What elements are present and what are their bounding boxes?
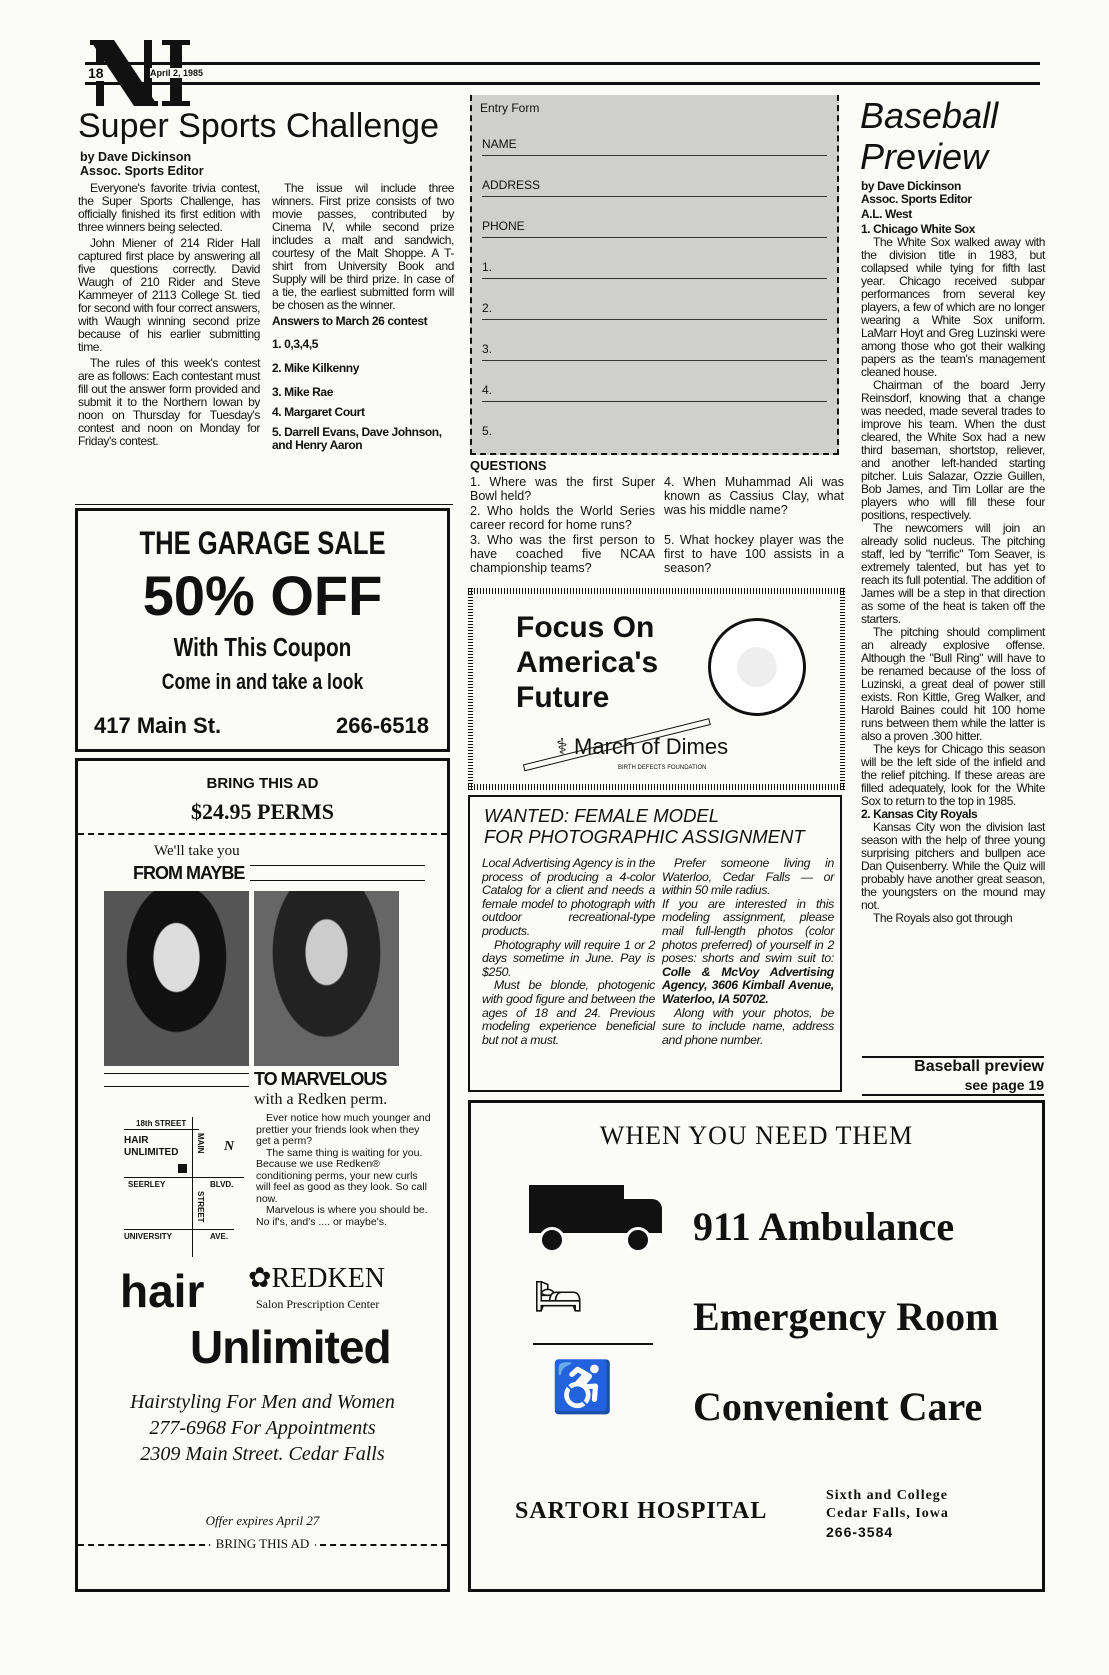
hospital-bed-icon: 🛏 — [533, 1273, 653, 1345]
map-label: AVE. — [210, 1232, 229, 1241]
paragraph: If you are interested in this modeling assignment, please mail full-length photos (color photos preferred) of yourself in 2 poses: shorts and swim suit to: — [662, 896, 834, 966]
paragraph: Chairman of the board Jerry Reinsdorf, knowing that a change was needed, made several trades to improve his team. When the dust cleared, the White Sox had a new third baseman, shortstop, reliever, and another left-handed starting pitcher. Luis Salazar, Ozzie Guillen, Bob James, and Tim Lollar are the players who will fill these four positions, respectively. — [861, 378, 1045, 522]
byline-role: Assoc. Sports Editor — [861, 192, 972, 206]
entry-form-title: Entry Form — [480, 101, 540, 115]
answer-4-field[interactable]: 4. — [482, 383, 827, 402]
redken-flower-icon: ✿ — [248, 1263, 272, 1294]
hair-ad-copy — [256, 1113, 432, 1228]
garage-sale-ad — [75, 508, 450, 752]
to-marvelous: TO MARVELOUS — [254, 1069, 387, 1089]
copy-paragraph: The same thing is waiting for you. Because we use Redken® conditioning perms, your new curls will feel as good as they look. So call now. — [256, 1146, 428, 1205]
garage-phone: 266-6518 — [336, 713, 429, 738]
challenge-column-1 — [78, 182, 260, 451]
jump-line[interactable] — [862, 1056, 1044, 1096]
bring-ad-top: BRING THIS AD — [206, 775, 319, 792]
dimes-symbol-icon: ⚕ — [556, 734, 568, 759]
hospital-phone: 266-3584 — [826, 1524, 894, 1540]
perm-price: $24.95 PERMS — [191, 799, 334, 824]
location-map — [124, 1117, 248, 1257]
question: 3. Who was the first person to have coached five NCAA championship teams? — [470, 533, 655, 575]
paragraph: Must be blonde, photogenic with good figure and between the ages of 18 and 24. Previous modeling experience beneficial but not a must. — [482, 978, 655, 1047]
map-label: BLVD. — [210, 1180, 234, 1189]
map-label: HAIR UNLIMITED — [124, 1135, 179, 1158]
title-line: Baseball — [860, 95, 999, 136]
hair-address: 2309 Main Street. Cedar Falls — [140, 1443, 385, 1465]
team-heading: 1. Chicago White Sox — [861, 222, 976, 236]
garage-discount: 50% OFF — [142, 564, 383, 627]
paragraph: Prefer someone living in Waterloo, Cedar Falls — or within 50 mile radius. — [662, 856, 834, 898]
paragraph: The newcomers will join an already solid nucleus. The pitching staff, led by "terrific" Tom Seaver, is extremely talented, but has yet to reach its full potential. The addition of James will be a step in that direction as some of the heat is taken off the starters. — [861, 521, 1045, 626]
jump-title: Baseball preview — [914, 1058, 1044, 1075]
address-line: Sixth and College — [826, 1488, 949, 1503]
question: 1. Where was the first Super Bowl held? — [470, 475, 655, 503]
map-label: STREET — [196, 1191, 205, 1223]
paragraph: The pitching should compliment an already explosive offense. Although the "Bull Ring" will have to be renamed because of the loss of Luzinski, a great deal of power still exists. Ron Kittle, Greg Walker, and Harold Baines could hit 100 home runs between them while the latter is also a proven .300 hitter. — [861, 625, 1045, 743]
model-ad-title — [484, 805, 805, 847]
hair-ad-contact — [78, 1389, 447, 1467]
challenge-byline — [80, 150, 204, 178]
page-number: 18 — [88, 65, 104, 81]
sartori-hospital-ad — [468, 1100, 1045, 1592]
shop-marker — [178, 1164, 187, 1173]
answer: 2. Mike Kilkenny — [272, 361, 359, 375]
service-ambulance: 911 Ambulance — [693, 1204, 955, 1249]
photo-after — [254, 891, 399, 1066]
map-label: 18th STREET — [136, 1119, 187, 1128]
header-rule-top — [85, 62, 1040, 65]
headline-line: Future — [516, 681, 610, 714]
byline: by Dave Dickinson — [861, 179, 961, 193]
question: 4. When Muhammad Ali was known as Cassius Clay, what was his middle name? — [664, 475, 844, 517]
map-label: SEERLEY — [128, 1180, 166, 1189]
headline-line: America's — [516, 646, 659, 679]
photo-before — [104, 891, 249, 1066]
address-line: Cedar Falls, Iowa — [826, 1506, 949, 1521]
map-label: MAIN — [196, 1133, 205, 1154]
challenge-title: Super Sports Challenge — [78, 107, 440, 145]
from-maybe: FROM MAYBE — [133, 863, 245, 883]
questions-heading: QUESTIONS — [470, 458, 547, 473]
question: 5. What hockey player was the first to have 100 assists in a season? — [664, 533, 844, 575]
answer: 5. Darrell Evans, Dave Johnson, and Henry Aaron — [272, 425, 442, 452]
answer: 1. 0,3,4,5 — [272, 337, 319, 351]
ambulance-icon — [529, 1185, 664, 1250]
redken-name: REDKEN — [271, 1263, 386, 1294]
baseball-title — [860, 95, 998, 177]
answer-2-field[interactable]: 2. — [482, 301, 827, 320]
unlimited-logo: Unlimited — [190, 1321, 391, 1373]
entry-form[interactable] — [470, 95, 839, 455]
decor-lines — [104, 1073, 249, 1087]
services: Hairstyling For Men and Women — [130, 1391, 395, 1413]
garage-address: 417 Main St. — [94, 713, 222, 738]
garage-coupon: With This Coupon — [173, 632, 352, 662]
paragraph: The Royals also got through — [873, 911, 1013, 925]
title-line: WANTED: FEMALE MODEL — [484, 805, 720, 826]
address-field[interactable]: ADDRESS — [482, 178, 827, 197]
map-label: UNIVERSITY — [124, 1232, 173, 1241]
questions-col-2 — [664, 475, 844, 576]
hospital-name: SARTORI HOSPITAL — [515, 1498, 768, 1524]
paragraph: Kansas City won the division last season with the help of three young surprising pitchers and bullpen ace Dan Quisenberry. While the Quiz will probably have another great season, the youngsters on the mound may not. — [861, 820, 1045, 912]
question: 2. Who holds the World Series career record for home runs? — [470, 504, 655, 532]
march-of-dimes-ad — [468, 588, 845, 790]
dimes-org: March of Dimes — [574, 734, 729, 759]
paragraph: Along with your photos, be sure to include name, address and phone number. — [662, 1005, 834, 1047]
redken-logo — [248, 1263, 385, 1295]
service-convenient-care: Convenient Care — [693, 1384, 983, 1429]
garage-cta: Come in and take a look — [161, 669, 364, 694]
challenge-column-2 — [272, 182, 454, 452]
byline: by Dave Dickinson — [80, 150, 192, 164]
title-line: FOR PHOTOGRAPHIC ASSIGNMENT — [484, 826, 805, 847]
north-arrow-icon: N — [224, 1139, 235, 1154]
redken-sub: Salon Prescription Center — [256, 1297, 380, 1311]
paragraph: The keys for Chicago this season will be the left side of the infield and the relief pitching. If these areas are filled adequately, look for the White Sox to return to the top in 1985. — [861, 742, 1045, 808]
answer: 4. Margaret Court — [272, 405, 365, 419]
phone-field[interactable]: PHONE — [482, 219, 827, 238]
answer-1-field[interactable]: 1. — [482, 260, 827, 279]
dimes-sub: BIRTH DEFECTS FOUNDATION — [618, 765, 707, 771]
byline-role: Assoc. Sports Editor — [80, 164, 204, 178]
paragraph: Local Advertising Agency is in the process of producing a 4-color Catalog for a client and needs a female model to photograph with outdoor recreational-type products. — [482, 856, 655, 938]
coupon-cut-line — [78, 833, 447, 835]
hair-logo: hair — [120, 1265, 205, 1317]
answer: 3. Mike Rae — [272, 385, 333, 399]
bring-ad-bottom: BRING THIS AD — [210, 1536, 316, 1552]
hair-unlimited-ad — [75, 758, 450, 1592]
service-emergency: Emergency Room — [693, 1294, 999, 1339]
paragraph: The issue wil include three winners. First prize consists of two movie passes, contributed by Cinema IV, while second prize includes a malt and sandwich, courtesy of the Malt Shoppe. A T-shirt from University Book and Supply will be third prize. In case of a tie, the earliest submitted form will be chosen as the winner. — [272, 181, 454, 312]
answer-3-field[interactable]: 3. — [482, 342, 827, 361]
take-you: We'll take you — [154, 843, 240, 859]
header-rule-bottom — [85, 82, 1040, 85]
paragraph: The rules of this week's contest are as follows: Each contestant must fill out the answer form provided and submit it to the Northern Iowan by noon on Thursday for Tuesday's contest and noon on Monday for Friday's contest. — [78, 356, 260, 448]
title-line: Preview — [860, 136, 989, 177]
model-ad-col-2 — [662, 857, 834, 1047]
garage-name: THE GARAGE SALE — [139, 525, 386, 561]
march-of-dimes-logo — [556, 734, 728, 760]
copy-paragraph: Ever notice how much younger and prettier your friends look when they get a perm? — [256, 1112, 431, 1147]
answer-5-field[interactable]: 5. — [482, 424, 493, 438]
name-field[interactable]: NAME — [482, 137, 827, 156]
appointment-phone: 277-6968 For Appointments — [149, 1417, 376, 1439]
team-heading: 2. Kansas City Royals — [861, 807, 978, 821]
redken-perm: with a Redken perm. — [254, 1091, 388, 1108]
jump-page: see page 19 — [964, 1077, 1044, 1093]
paragraph: The White Sox walked away with the division title in 1983, but collapsed while tying for fifth last year. Chicago received subpar performances from several key players, a few of which are no longer wearing a White Sox uniform. LaMarr Hoyt and Greg Luzinski were among those who got their walking papers as the team's management cleaned house. — [861, 235, 1045, 379]
agency-address: Colle & McVoy Advertising Agency, 3606 Kimball Avenue, Waterloo, IA 50702. — [662, 964, 834, 1006]
answers-heading: Answers to March 26 contest — [272, 314, 428, 328]
questions-col-1 — [470, 475, 655, 576]
dimes-headline — [516, 610, 658, 715]
divider — [75, 504, 453, 505]
nurse-wheelchair-icon: ♿ — [551, 1359, 614, 1415]
paragraph: John Miener of 214 Rider Hall captured first place by answering all five questions correctly. David Waugh of 210 Rider and Steve Kammeyer of 2113 College St. tied for second with four correct answers, with Waugh winning second prize because of his earlier submitting time. — [78, 236, 260, 354]
copy-paragraph: Marvelous is where you should be. No if's, and's .... or maybe's. — [256, 1204, 428, 1228]
paragraph: Photography will require 1 or 2 days sometime in June. Pay is $250. — [482, 937, 655, 979]
offer-expires: Offer expires April 27 — [205, 1513, 320, 1528]
paragraph: Everyone's favorite trivia contest, the Super Sports Challenge, has officially finished its first edition with three winners being selected. — [78, 181, 260, 234]
hospital-address — [826, 1487, 949, 1541]
model-ad-col-1 — [482, 857, 655, 1047]
hospital-heading: WHEN YOU NEED THEM — [599, 1121, 914, 1150]
headline-line: Focus On — [516, 611, 655, 644]
issue-date: April 2, 1985 — [150, 68, 204, 78]
baseball-column — [861, 180, 1045, 925]
bring-ad-bottom-row — [78, 1537, 447, 1551]
division: A.L. West — [861, 207, 912, 221]
magnifying-glass-icon — [708, 618, 806, 716]
model-wanted-ad — [468, 795, 842, 1092]
decor-lines — [250, 865, 425, 881]
